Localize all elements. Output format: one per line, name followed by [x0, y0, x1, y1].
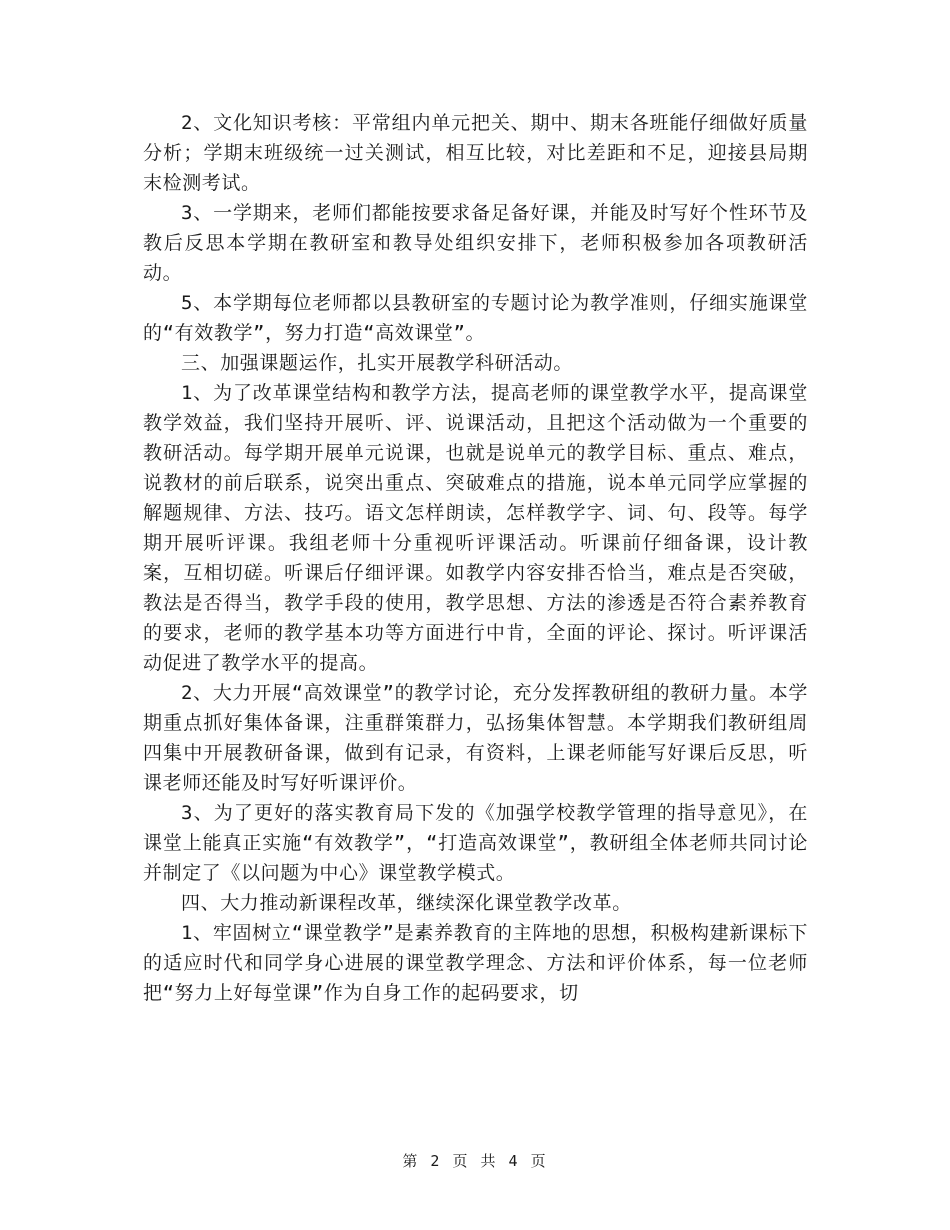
- paragraph-culture-assessment: 2、文化知识考核：平常组内单元把关、期中、期末各班能仔细做好质量分析；学期末班级统一过关测试，相互比较，对比差距和不足，迎接县局期末检测考试。: [143, 112, 808, 194]
- section-heading-research: 三、加强课题运作，扎实开展教学科研活动。: [181, 352, 574, 374]
- paragraph-teaching-model: 3、为了更好的落实教育局下发的《加强学校教学管理的指导意见》，在课堂上能真正实施“有效教学”，“打造高效课堂”，教研组全体老师共同讨论并制定了《以问题为中心》课堂教学模式。: [143, 802, 808, 884]
- paragraph-classroom-teaching: 1、牢固树立“课堂教学”是素养教育的主阵地的思想，积极构建新课标下的适应时代和同学身心进展的课堂教学理念、方法和评价体系，每一位老师把“努力上好每堂课”作为自身工作的起码要求，切: [143, 922, 808, 1004]
- page-number-footer: 第 2 页 共 4 页: [402, 1152, 548, 1170]
- paragraph-efficient-classroom: 2、大力开展“高效课堂”的教学讨论，充分发挥教研组的教研力量。本学期重点抓好集体备课，注重群策群力，弘扬集体智慧。本学期我们教研组周四集中开展教研备课，做到有记录，有资料，上课老师能写好课后反思，听课老师还能及时写好听课评价。: [143, 682, 808, 794]
- paragraph-effective-teaching: 5、本学期每位老师都以县教研室的专题讨论为教学准则，仔细实施课堂的“有效教学”，努力打造“高效课堂”。: [143, 292, 808, 344]
- section-heading-curriculum-reform: 四、大力推动新课程改革，继续深化课堂教学改革。: [181, 892, 632, 914]
- paragraph-lesson-evaluation: 1、为了改革课堂结构和教学方法，提高老师的课堂教学水平，提高课堂教学效益，我们坚持开展听、评、说课活动，且把这个活动做为一个重要的教研活动。每学期开展单元说课，也就是说单元的教学目标、重点、难点，说教材的前后联系，说突出重点、突破难点的措施，说本单元同学应掌握的解题规律、方法、技巧。语文怎样朗读，怎样教学字、词、句、段等。每学期开展听评课。我组老师十分重视听评课活动。听课前仔细备课，设计教案，互相切磋。听课后仔细评课。如教学内容安排否恰当，难点是否突破，教法是否得当，教学手段的使用，教学思想、方法的渗透是否符合素养教育的要求，老师的教学基本功等方面进行中肯，全面的评论、探讨。听评课活动促进了教学水平的提高。: [143, 382, 808, 674]
- paragraph-lesson-preparation: 3、一学期来，老师们都能按要求备足备好课，并能及时写好个性环节及教后反思本学期在教研室和教导处组织安排下，老师积极参加各项教研活动。: [143, 202, 808, 284]
- document-body: [143, 108, 808, 1008]
